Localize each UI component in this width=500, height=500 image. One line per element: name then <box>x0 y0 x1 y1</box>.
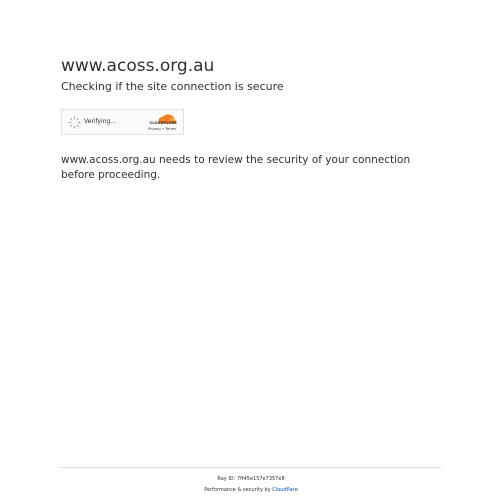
link-separator: • <box>162 127 165 131</box>
main-content <box>61 55 441 183</box>
widget-links <box>148 127 176 131</box>
terms-link[interactable]: Terms <box>165 127 176 131</box>
performance-label: Performance & security by <box>204 487 271 493</box>
cloudflare-link[interactable]: Cloudflare <box>272 487 298 493</box>
site-title: www.acoss.org.au <box>61 56 215 76</box>
challenge-widget[interactable] <box>61 109 184 135</box>
verifying-status: Verifying... <box>84 118 117 125</box>
ray-id-value: 7ff45e157e7357e8 <box>236 476 285 482</box>
footer <box>61 467 441 494</box>
privacy-link[interactable]: Privacy <box>147 127 161 131</box>
ray-id-label: Ray ID: <box>217 476 236 482</box>
cloudflare-wordmark: CLOUDFLARE <box>149 121 177 125</box>
ray-id-line <box>61 476 441 483</box>
performance-line <box>61 487 441 494</box>
security-message: www.acoss.org.au needs to review the security of your connection before proceeding. <box>61 154 411 181</box>
connection-subtitle: Checking if the site connection is secure <box>61 80 284 93</box>
spinner-icon <box>68 116 81 129</box>
